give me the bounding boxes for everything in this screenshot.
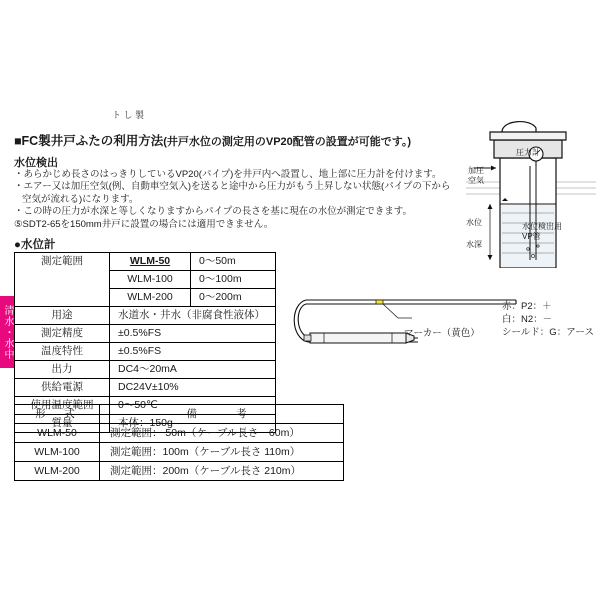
table-row bbox=[15, 462, 344, 481]
spec-value: 本体：150g bbox=[110, 415, 276, 433]
spec-label: 測定精度 bbox=[15, 325, 110, 343]
spec-value: DC4～20mA bbox=[110, 361, 276, 379]
table-header-row bbox=[15, 405, 344, 424]
model-note: 測定範囲：100m（ケーブル長さ 110m） bbox=[100, 443, 344, 462]
model-name: WLM-100 bbox=[15, 443, 100, 462]
spec-label: 使用温度範囲 bbox=[15, 397, 110, 415]
model-table bbox=[14, 404, 344, 481]
well-label-pressurized: 加圧 bbox=[468, 166, 484, 175]
spec-value: 0～100m bbox=[191, 271, 276, 289]
spec-label: 供給電源 bbox=[15, 379, 110, 397]
model-note: 測定範囲：200m（ケーブル長さ 210m） bbox=[100, 462, 344, 481]
wire-legend bbox=[502, 300, 594, 339]
section-index-tab bbox=[0, 296, 14, 368]
marker-label: マーカー（黄色） bbox=[404, 328, 480, 339]
page-title-main: ■FC製井戸ふたの利用方法 bbox=[14, 134, 164, 148]
water-level-sensor-illustration bbox=[288, 292, 518, 375]
spec-label: 測定範囲 bbox=[15, 253, 110, 271]
well-label-detection-pipe: 水位検出用 bbox=[522, 222, 562, 231]
spec-value: ±0.5%FS bbox=[110, 325, 276, 343]
page-title bbox=[14, 131, 411, 149]
well-label-water-level: 水位 bbox=[466, 218, 482, 227]
well-label-air: 空気 bbox=[468, 176, 484, 185]
spec-model: WLM-50 bbox=[110, 253, 191, 271]
bullet-list bbox=[14, 169, 459, 231]
spec-label: 質量 bbox=[15, 415, 110, 433]
well-label-vp-pipe: VP管 bbox=[522, 232, 541, 241]
table-row bbox=[15, 325, 276, 343]
list-item: ・エアー又は加圧空気(例、自動車空気入)を送ると途中から圧力がもう上昇しない状態(パイプの下から空気が流れる)になります。 bbox=[14, 181, 451, 205]
wire-legend-item: 赤：P2：＋ bbox=[502, 301, 552, 312]
spec-value: DC24V±10% bbox=[110, 379, 276, 397]
spec-label: 出力 bbox=[15, 361, 110, 379]
spec-value: 0～50℃ bbox=[110, 397, 276, 415]
table-row bbox=[15, 253, 276, 271]
spec-model: WLM-100 bbox=[110, 271, 191, 289]
spec-model: WLM-200 bbox=[110, 289, 191, 307]
model-name: WLM-200 bbox=[15, 462, 100, 481]
spec-value: ±0.5%FS bbox=[110, 343, 276, 361]
spec-label bbox=[15, 289, 110, 307]
section-index-tab-label: 清水・水中 bbox=[2, 304, 13, 360]
list-item: ・あらかじめ長さのはっきりしているVP20(パイプ)を井戸内へ設置し、地上部に圧力計を付けます。 bbox=[14, 169, 442, 180]
spec-value: 0～200m bbox=[191, 289, 276, 307]
table-row bbox=[15, 271, 276, 289]
table-row bbox=[15, 343, 276, 361]
table-row bbox=[15, 424, 344, 443]
model-table-header-model: 形 式 bbox=[15, 405, 100, 424]
table-row bbox=[15, 379, 276, 397]
well-label-pressure-gauge: 圧力計 bbox=[516, 148, 540, 157]
table-row bbox=[15, 307, 276, 325]
spec-value: 0～50m bbox=[191, 253, 276, 271]
wire-legend-item: 白：N2：－ bbox=[502, 314, 553, 325]
spec-label: 温度特性 bbox=[15, 343, 110, 361]
table-row bbox=[15, 361, 276, 379]
list-item: ⑤SDT2-65を150mm井戸に設置の場合には適用できません。 bbox=[14, 218, 274, 230]
spec-value: 水道水・井水（非腐食性液体） bbox=[110, 307, 276, 325]
well-label-water-depth: 水深 bbox=[466, 240, 482, 249]
page-title-paren: (井戸水位の測定用のVP20配管の設置が可能です。) bbox=[163, 136, 412, 148]
model-table-header-note: 備 考 bbox=[100, 405, 344, 424]
spec-label: 用途 bbox=[15, 307, 110, 325]
top-note: ト し 製 bbox=[112, 110, 145, 120]
list-item: ・この時の圧力が水深と等しくなりますからパイプの長さを基に現在の水位が測定できます。 bbox=[14, 206, 412, 218]
model-name: WLM-50 bbox=[15, 424, 100, 443]
spec-label bbox=[15, 271, 110, 289]
wire-legend-item: シールド：G：アース bbox=[502, 327, 594, 338]
well-cross-section-diagram bbox=[466, 118, 596, 271]
table-row bbox=[15, 289, 276, 307]
model-note: 測定範囲： 50m（ケーブル長さ 60m） bbox=[100, 424, 344, 443]
table-row bbox=[15, 443, 344, 462]
gauge-heading: ●水位計 bbox=[14, 239, 56, 251]
sub-heading: 水位検出 bbox=[14, 157, 58, 169]
